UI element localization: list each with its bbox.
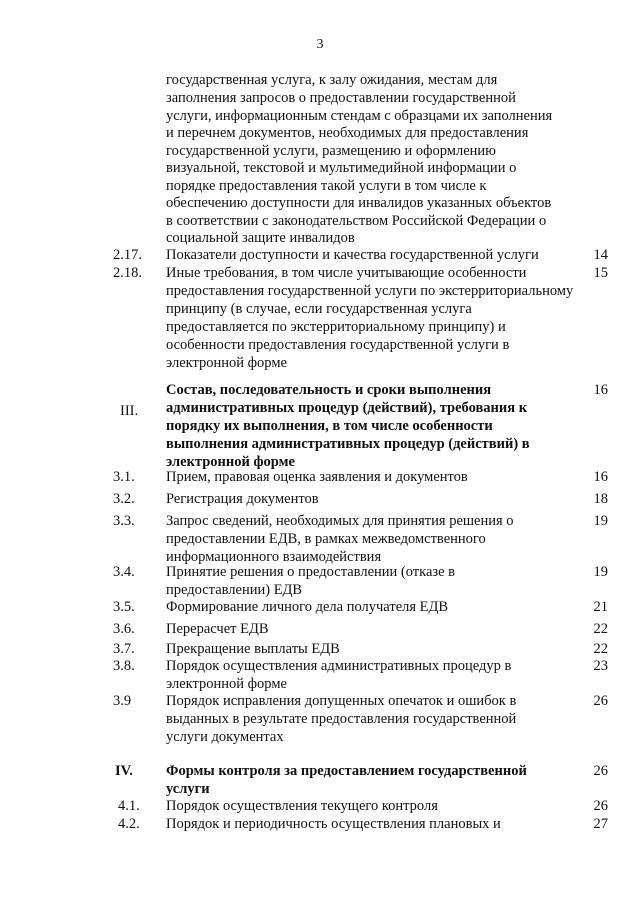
entry-page: 16 — [593, 469, 608, 485]
entry-number: 3.7. — [113, 641, 135, 657]
continuation-line: визуальной, текстовой и мультимедийной информации о — [166, 160, 517, 176]
entry-title: Показатели доступности и качества государственной услуги — [166, 247, 539, 263]
entry-title: Порядок и периодичность осуществления плановых и — [166, 816, 501, 832]
entry-title: Прием, правовая оценка заявления и документов — [166, 469, 468, 485]
entry-page: 26 — [593, 693, 608, 709]
entry-page: 19 — [593, 513, 608, 529]
continuation-line: заполнения запросов о предоставлении государственной — [166, 90, 516, 106]
entry-number: 3.5. — [113, 599, 135, 615]
entry-page: 16 — [593, 382, 608, 398]
entry-number: 4.1. — [118, 798, 140, 814]
continuation-line: услуги, информационным стендам с образцами их заполнения — [166, 108, 553, 124]
entry-number: 3.2. — [113, 491, 135, 507]
entry-page: 22 — [593, 621, 608, 637]
entry-page: 15 — [593, 265, 608, 281]
entry-number: 4.2. — [118, 816, 140, 832]
entry-title: Порядок исправления допущенных опечаток и ошибок в выданных в результате предоставления государственной услуги документах — [166, 693, 517, 745]
entry-title: Иные требования, в том числе учитывающие особенности предоставления государственной услуги по экстерриториальному принципу (в случае, если государственная услуга предоставляется по экстерриториальному принципу) и особенности предоставления государственной услуги в электронной форме — [166, 265, 574, 371]
section-title: Формы контроля за предоставлением государственной услуги — [166, 763, 527, 797]
entry-number: 3.3. — [113, 513, 135, 529]
entry-page: 19 — [593, 564, 608, 580]
continuation-line: в соответствии с законодательством Российской Федерации о — [166, 213, 547, 229]
entry-title: Принятие решения о предоставлении (отказе в предоставлении) ЕДВ — [166, 564, 456, 598]
entry-number: 3.4. — [113, 564, 135, 580]
entry-page: 23 — [593, 658, 608, 674]
continuation-line: государственная услуга, к залу ожидания, местам для — [166, 72, 498, 88]
section-number: III. — [120, 403, 139, 419]
entry-title: Запрос сведений, необходимых для принятия решения о предоставлении ЕДВ, в рамках межведомственного информационного взаимодействия — [166, 513, 514, 565]
entry-page: 21 — [593, 599, 608, 615]
entry-page: 27 — [593, 816, 608, 832]
continuation-line: социальной защите инвалидов — [166, 230, 355, 246]
entry-title: Прекращение выплаты ЕДВ — [166, 641, 340, 657]
entry-title: Регистрация документов — [166, 491, 319, 507]
entry-number: 3.9 — [113, 693, 132, 709]
entry-title: Формирование личного дела получателя ЕДВ — [166, 599, 449, 615]
entry-page: 26 — [593, 763, 608, 779]
entry-page: 22 — [593, 641, 608, 657]
section-number: IV. — [115, 763, 133, 779]
entry-number: 2.17. — [113, 247, 142, 263]
entry-page: 18 — [593, 491, 608, 507]
continuation-line: государственной услуги, размещению и оформлению — [166, 143, 497, 159]
continuation-line: обеспечению доступности для инвалидов указанных объектов — [166, 195, 552, 211]
entry-page: 26 — [593, 798, 608, 814]
continuation-line: порядке предоставления такой услуги в том числе к — [166, 178, 487, 194]
page-number: 3 — [316, 37, 324, 52]
entry-number: 3.6. — [113, 621, 135, 637]
entry-title: Перерасчет ЕДВ — [166, 621, 269, 637]
section-title: Состав, последовательность и сроки выполнения административных процедур (действий), требования к порядку их выполнения, в том числе особенности выполнения административных процедур (действий) в электронной форме — [166, 382, 530, 470]
entry-number: 3.1. — [113, 469, 135, 485]
continuation-line: и перечнем документов, необходимых для предоставления — [166, 125, 529, 141]
entry-title: Порядок осуществления административных процедур в электронной форме — [166, 658, 512, 692]
entry-page: 14 — [593, 247, 608, 263]
entry-number: 3.8. — [113, 658, 135, 674]
entry-number: 2.18. — [113, 265, 142, 281]
entry-title: Порядок осуществления текущего контроля — [166, 798, 438, 814]
